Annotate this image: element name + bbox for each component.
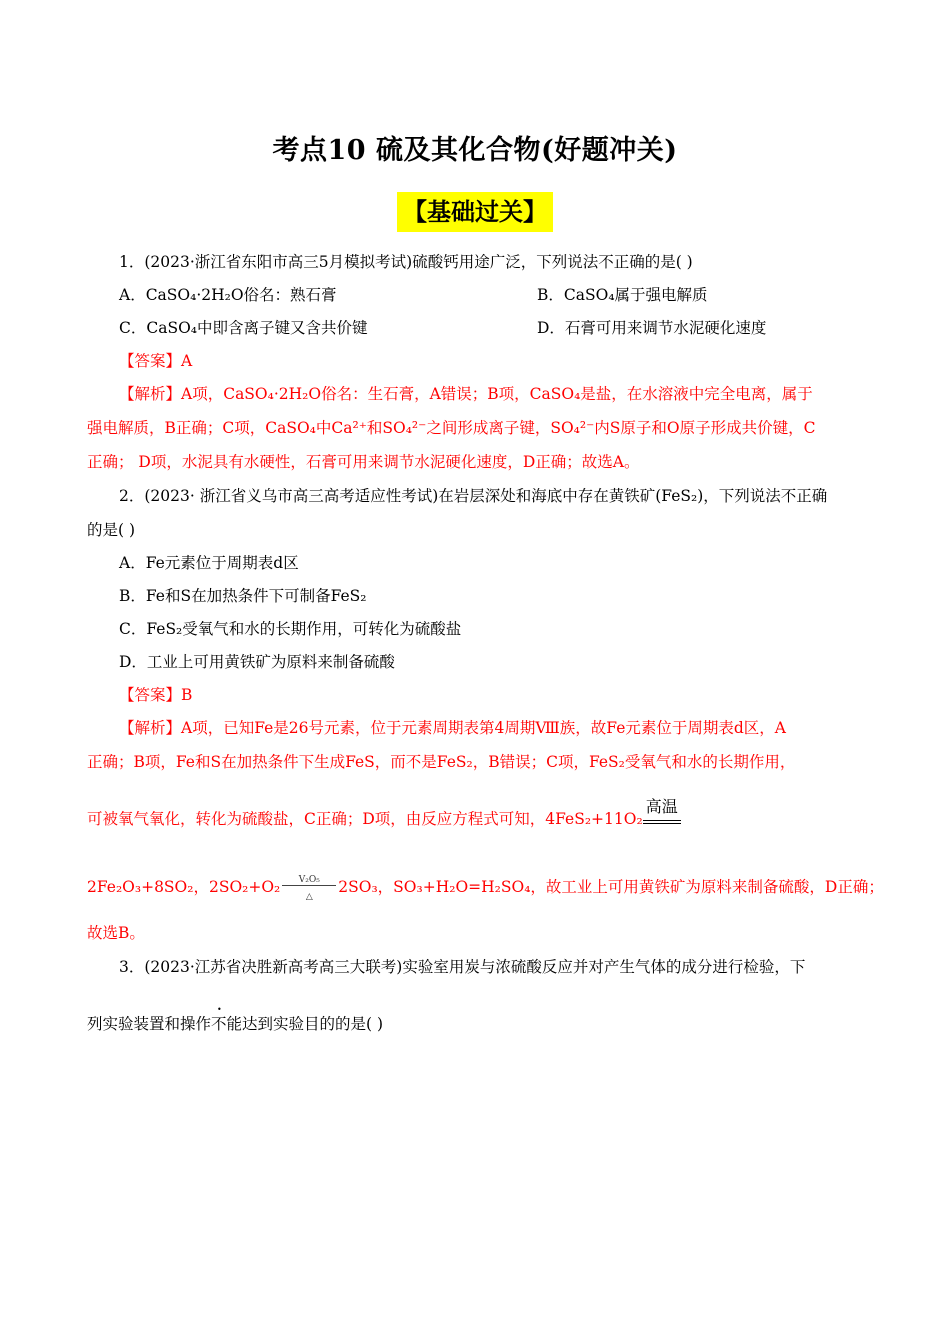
q2-option-a: A．Fe元素位于周期表d区: [119, 554, 299, 572]
q1-option-d: D．石膏可用来调节水泥硬化速度: [537, 319, 767, 337]
q2-analysis-line5: 故选B。: [87, 924, 145, 942]
q2-answer-label: 【答案】: [119, 686, 182, 704]
q1-analysis-label: 【解析】: [119, 385, 182, 403]
q3-stem-line2: 列实验装置和操作不能达到实验目的的是( ): [87, 1015, 384, 1033]
q2-analysis-line3: 可被氧气氧化，转化为硫酸盐，C正确；D项，由反应方程式可知，4FeS₂+11O₂ 高温: [87, 808, 877, 830]
q1-analysis-line2: 强电解质，B正确；C项，CaSO₄中Ca²⁺和SO₄²⁻之间形成离子键，SO₄²⁻内S原子和O原子形成共价键，C: [87, 419, 816, 437]
q1-analysis-line3: 正确； D项，水泥具有水硬性，石膏可用来调节水泥硬化速度，D正确；故选A。: [87, 453, 640, 471]
q2-analysis-line4: 2Fe₂O₃+8SO₂，2SO₂+O₂ V₂O₅ △ 2SO₃，SO₃+H₂O=H₂SO₄，故工业上可用黄铁矿为原料来制备硫酸，D正确；: [87, 875, 884, 902]
q2-stem-line1: 2．(2023· 浙江省义乌市高三高考适应性考试)在岩层深处和海底中存在黄铁矿(FeS₂)，下列说法不正确: [119, 487, 828, 505]
q1-options-row2: [119, 317, 909, 339]
q1-answer-label: 【答案】: [119, 352, 182, 370]
section-banner: 【基础过关】: [397, 192, 553, 232]
q1-option-b: B．CaSO₄属于强电解质: [537, 286, 708, 304]
q1-options-row1: [119, 284, 909, 306]
catalyst-condition: V₂O₅ △: [280, 877, 338, 899]
q2-answer: [119, 684, 909, 706]
q2-stem-line2: 的是( ): [87, 521, 136, 539]
q2-option-c: C．FeS₂受氧气和水的长期作用，可转化为硫酸盐: [119, 620, 462, 638]
q1-option-a: A．CaSO₄·2H₂O俗名：熟石膏: [119, 286, 337, 304]
emphasis-not: 不能: [211, 1015, 243, 1033]
q2-analysis-line2: 正确；B项，Fe和S在加热条件下生成FeS，而不是FeS₂，B错误；C项，FeS₂受氧气和水的长期作用，: [87, 753, 796, 771]
q1-analysis-line1: 【解析】A项，CaSO₄·2H₂O俗名：生石膏，A错误；B项，CaSO₄是盐，在水溶液中完全电离，属于: [119, 385, 813, 403]
q2-option-d: D．工业上可用黄铁矿为原料来制备硫酸: [119, 653, 395, 671]
q3-stem-line1: 3．(2023·江苏省决胜新高考高三大联考)实验室用炭与浓硫酸反应并对产生气体的成分进行检验，下: [119, 958, 806, 976]
q2-analysis-line1: 【解析】A项，已知Fe是26号元素，位于元素周期表第4周期Ⅷ族，故Fe元素位于周期表d区，A: [119, 719, 786, 737]
q1-answer-value: A: [181, 352, 193, 370]
q2-analysis-label: 【解析】: [119, 719, 182, 737]
q1-option-c: C．CaSO₄中即含离子键又含共价键: [119, 319, 368, 337]
q1-answer: [119, 350, 909, 372]
q2-option-b: B．Fe和S在加热条件下可制备FeS₂: [119, 587, 367, 605]
high-temp-condition: 高温: [643, 808, 681, 830]
page-title: 考点10 硫及其化合物(好题冲关): [272, 135, 678, 166]
q1-stem: 1．(2023·浙江省东阳市高三5月模拟考试)硫酸钙用途广泛，下列说法不正确的是( ): [119, 253, 693, 271]
q2-answer-value: B: [181, 686, 193, 704]
